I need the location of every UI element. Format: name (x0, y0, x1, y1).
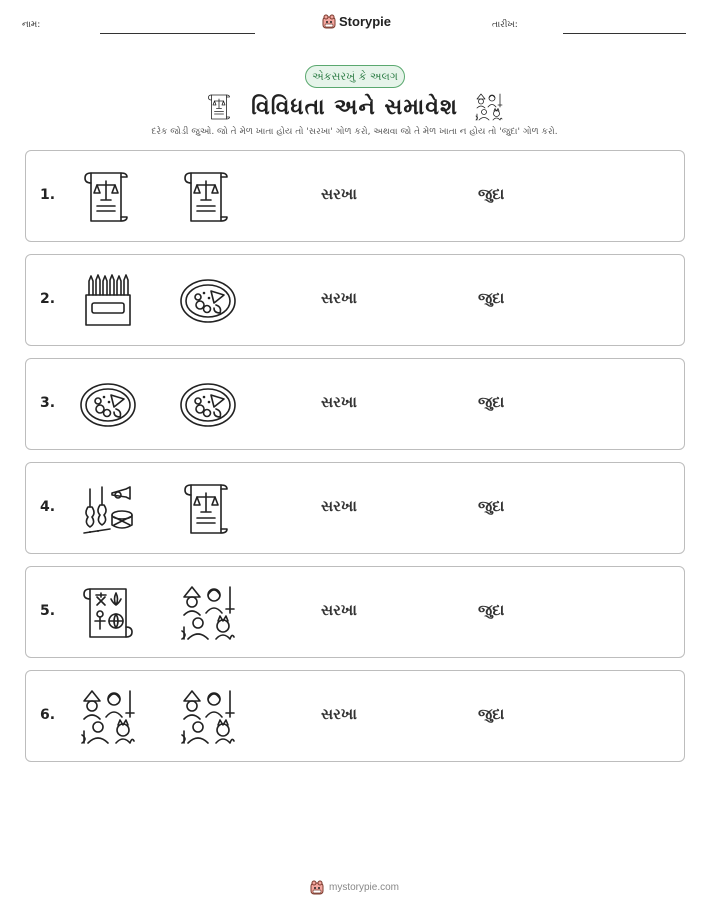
question-row-4 (25, 462, 685, 554)
same-option[interactable]: સરખા (321, 289, 357, 307)
same-option[interactable]: સરખા (321, 601, 357, 619)
question-number: 5. (40, 603, 56, 619)
footer-url[interactable]: mystorypie.com (328, 881, 399, 893)
storypie-logo-icon (310, 879, 324, 895)
scroll-scales-icon (78, 167, 138, 227)
food-plate-icon (178, 375, 238, 435)
instructions: દરેક જોડી જુઓ. જો તે મેળ ખાતા હોય તો 'સરખા' ગોળ કરો, અથવા જો તે મેળ ખાતા ન હોય તો 'જુદા' ગોળ કરો. (151, 127, 558, 137)
different-option[interactable]: જુદા (478, 601, 505, 619)
footer (0, 879, 709, 895)
title-row (0, 88, 709, 126)
name-line[interactable] (100, 33, 255, 34)
question-row-6 (25, 670, 685, 762)
same-option[interactable]: સરખા (321, 497, 357, 515)
different-option[interactable]: જુદા (478, 705, 505, 723)
religious-symbols-scroll-icon (78, 583, 138, 643)
name-label: નામ: (22, 20, 41, 30)
different-option[interactable]: જુદા (478, 289, 505, 307)
different-option[interactable]: જુદા (478, 393, 505, 411)
different-option[interactable]: જુદા (478, 185, 505, 203)
food-plate-icon (78, 375, 138, 435)
brand (322, 13, 391, 29)
diverse-group-icon (178, 583, 238, 643)
same-option[interactable]: સરખા (321, 185, 357, 203)
musical-instruments-icon (78, 479, 138, 539)
question-number: 3. (40, 395, 56, 411)
scroll-scales-icon (205, 92, 235, 122)
question-row-1 (25, 150, 685, 242)
different-option[interactable]: જુદા (478, 497, 505, 515)
diverse-group-icon (178, 687, 238, 747)
worksheet-type-badge: એકસરખું કે અલગ (305, 65, 405, 88)
crayons-box-icon (78, 271, 138, 331)
page-title: વિવિધતા અને સમાવેશ (251, 94, 458, 120)
question-row-5 (25, 566, 685, 658)
question-number: 2. (40, 291, 56, 307)
date-line[interactable] (563, 33, 686, 34)
food-plate-icon (178, 271, 238, 331)
diverse-group-icon (474, 92, 504, 122)
question-row-3 (25, 358, 685, 450)
same-option[interactable]: સરખા (321, 393, 357, 411)
question-row-2 (25, 254, 685, 346)
question-number: 1. (40, 187, 56, 203)
question-number: 4. (40, 499, 56, 515)
diverse-group-icon (78, 687, 138, 747)
question-number: 6. (40, 707, 56, 723)
scroll-scales-icon (178, 167, 238, 227)
brand-name: Storypie (339, 13, 392, 29)
storypie-logo-icon (322, 13, 336, 29)
date-label: તારીખ: (492, 20, 518, 30)
same-option[interactable]: સરખા (321, 705, 357, 723)
scroll-scales-icon (178, 479, 238, 539)
